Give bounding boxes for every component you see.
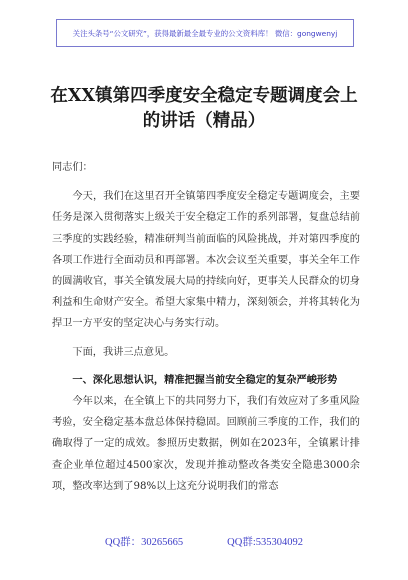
promo-banner xyxy=(56,19,354,47)
promo-banner-text: 关注头条号“公文研究”，获得最新最全最专业的公文资料库！ 微信：gongwenyj xyxy=(72,28,338,38)
paragraph-transition: 下面，我讲三点意见。 xyxy=(72,346,175,358)
title-line-1: 在XX镇第四季度安全稳定专题调度会上 xyxy=(50,86,358,106)
footer-qq-group-1: QQ群：30265665 xyxy=(104,537,184,548)
paragraph-opening: 今天，我们在这里召开全镇第四季度安全稳定专题调度会，主要任务是深入贯彻落实上级关于安全稳定工作的系列部署，复盘总结前三季度的实践经验，精准研判当前面临的风险挑战，并对第四季度的各项工作进行全面动员和再部署。本次会议至关重要，事关全年工作的圆满收官，事关全镇发展大局的持续向好，更事关人民群众的切身利益和生命财产安全。希望大家集中精力，深刻领会，并将其转化为捍卫一方平安的坚定决心与务实行动。 xyxy=(52,191,360,330)
section-heading-1: 一、深化思想认识，精准把握当前安全稳定的复杂严峻形势 xyxy=(72,373,338,386)
title-line-2: 的讲话（精品） xyxy=(142,111,266,131)
document-title xyxy=(40,84,368,134)
footer-contact xyxy=(0,534,408,549)
footer-qq-group-2: QQ群:535304092 xyxy=(227,537,303,548)
document-body xyxy=(52,157,360,497)
paragraph-section-1: 今年以来，在全镇上下的共同努力下，我们有效应对了多重风险考验，安全稳定基本盘总体保持稳固。回顾前三季度的工作，我们的确取得了一定的成效。参照历史数据，例如在2023年，全镇累计排查企业单位超过4500家次，发现并推动整改各类安全隐患3000余项，整改率达到了98%以上这充分说明我们的常态 xyxy=(52,396,360,492)
greeting: 同志们： xyxy=(52,162,93,173)
